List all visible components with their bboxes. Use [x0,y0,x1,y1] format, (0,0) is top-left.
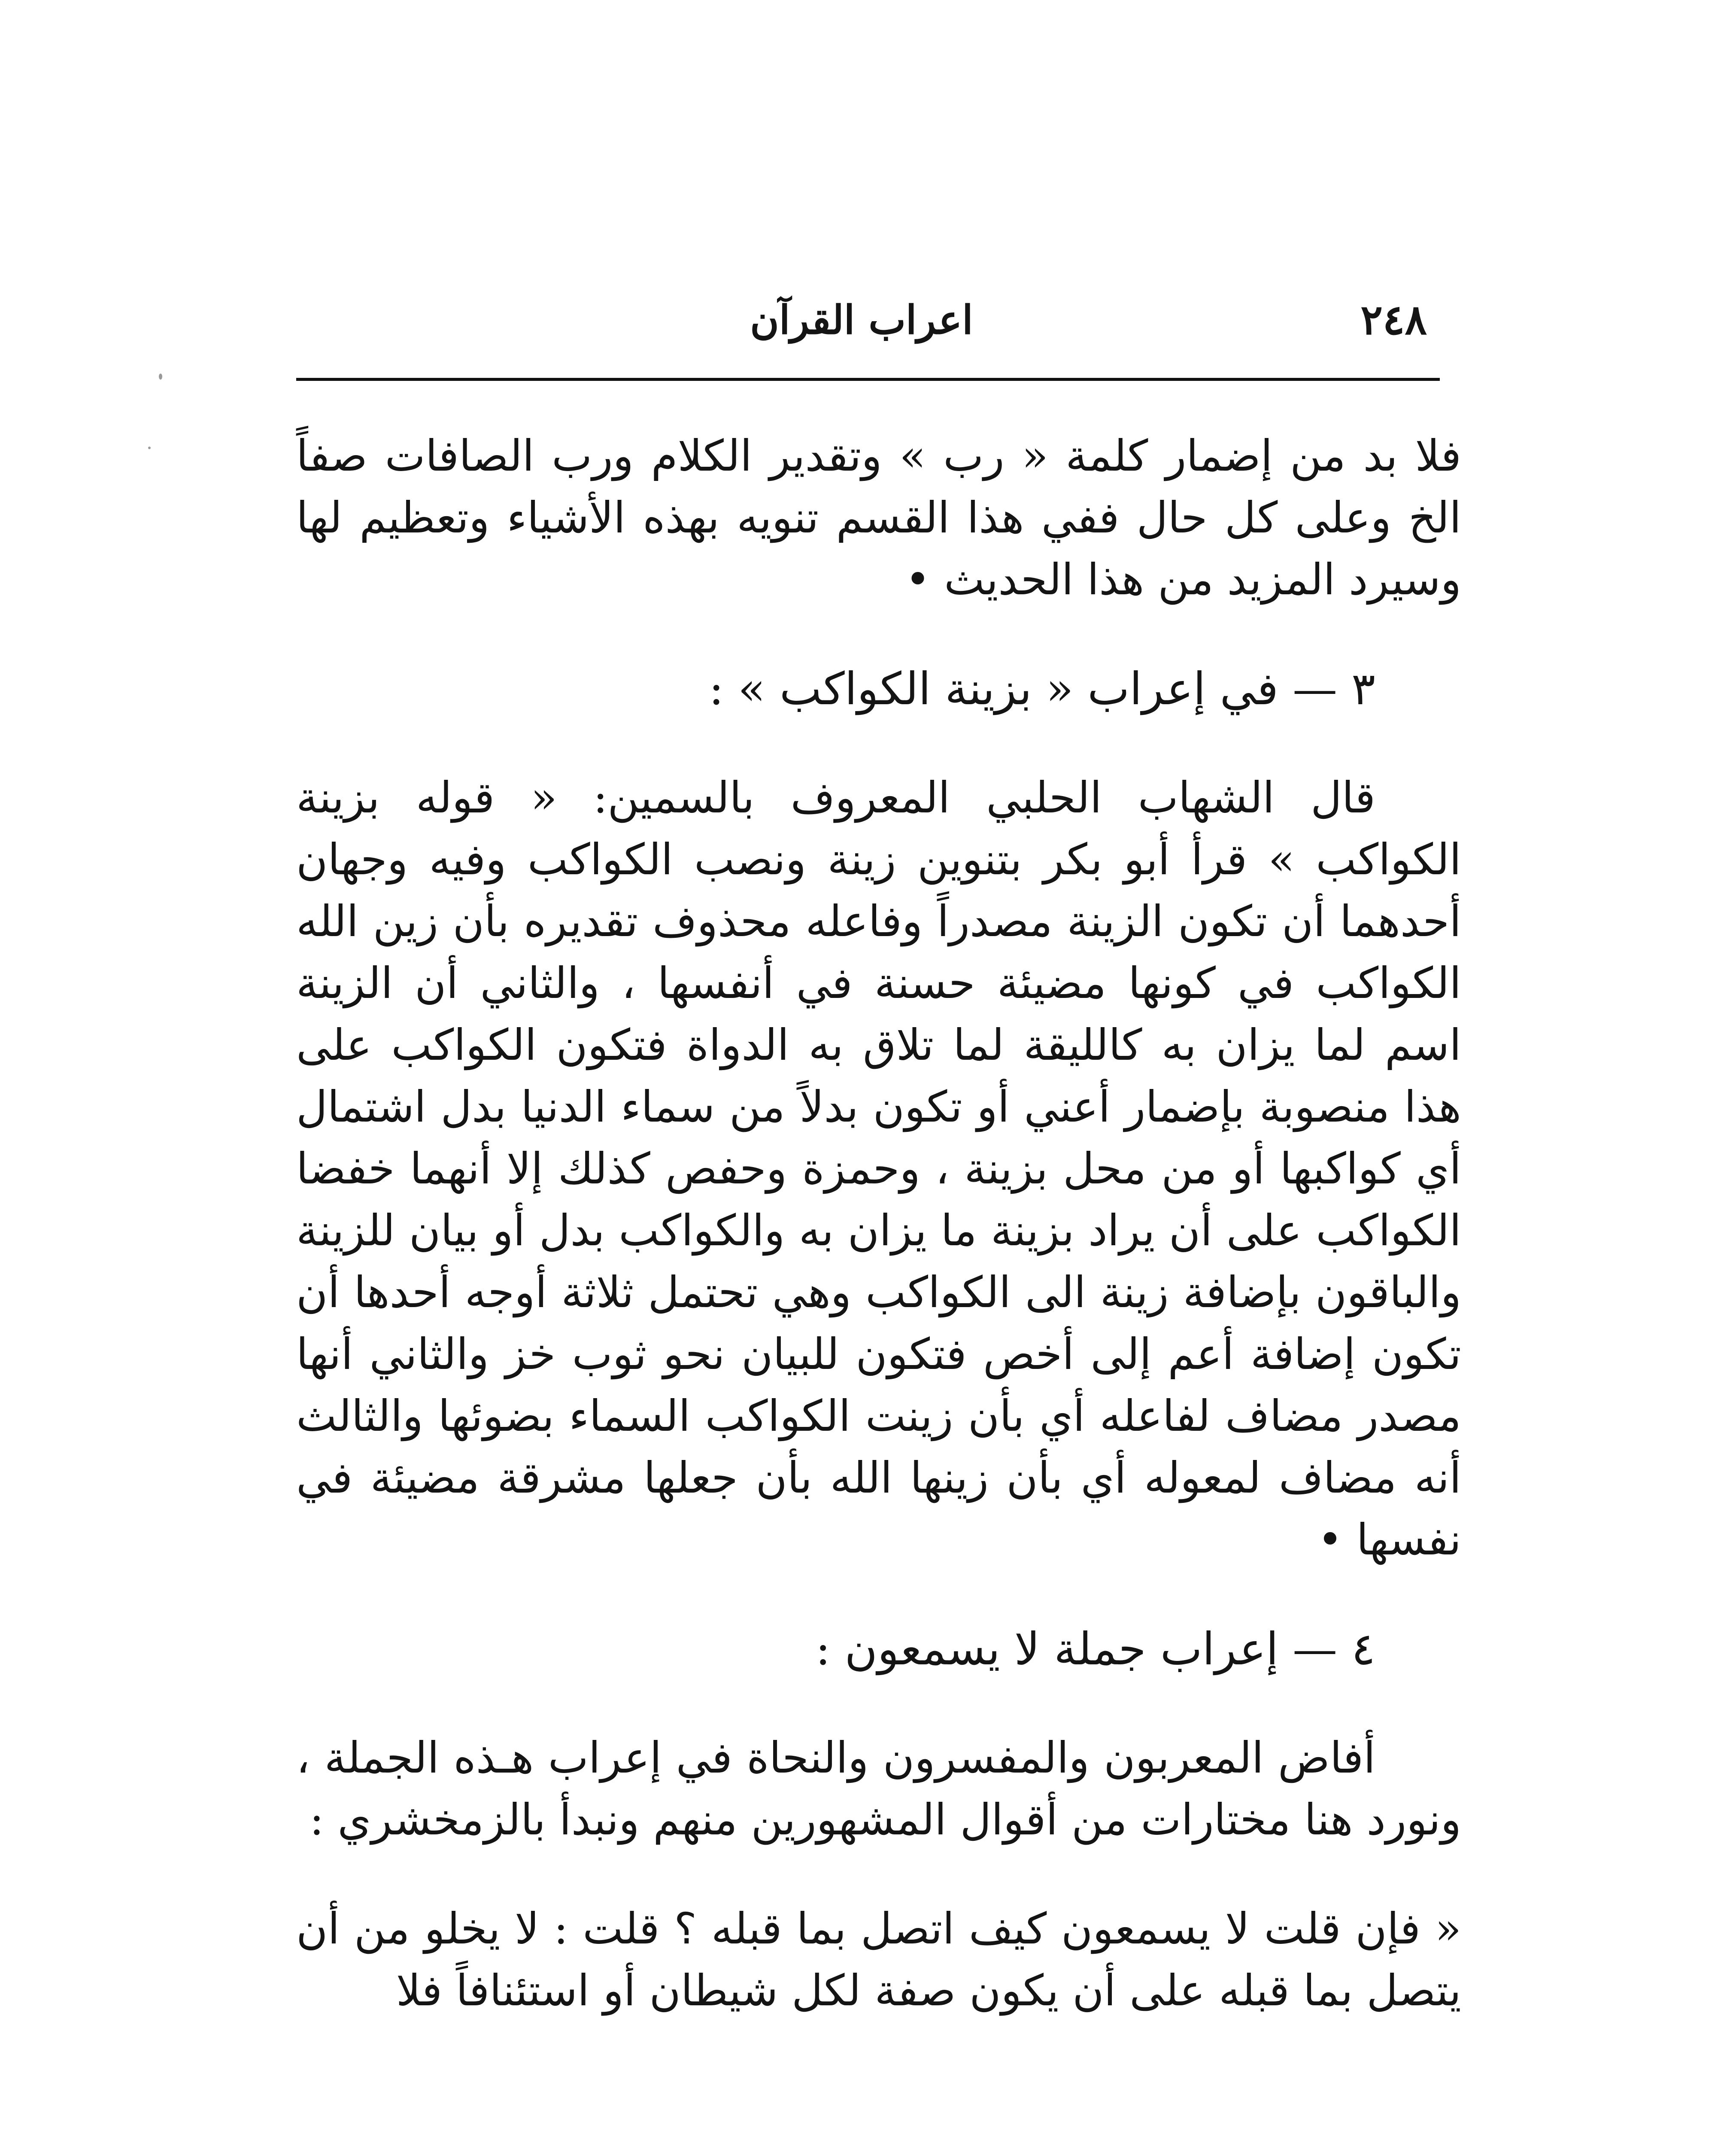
paragraph-3: أفاض المعربون والمفسرون والنحاة في إعراب هـذه الجملة ، ونورد هنا مختارات من أقوال المشهورين منهم ونبدأ بالزمخشري : [296,1733,1461,1845]
section-heading-4: ٤ — إعراب جملة لا يسمعون : [815,1623,1375,1675]
section-heading-3: ٣ — في إعراب « بزينة الكواكب » : [709,663,1375,715]
page-body [296,425,1461,2022]
paragraph-1: فلا بد من إضمار كلمة « رب » وتقدير الكلام ورب الصافات صفاً الخ وعلى كل حال ففي هذا القسم تنويه بهذه الأشياء وتعظيم لها وسيرد المزيد من هذا الحديث • [296,431,1461,605]
paragraph-2: قال الشهاب الحلبي المعروف بالسمين: « قوله بزينة الكواكب » قرأ أبو بكر بتنوين زينة ونصب الكواكب وفيه وجهان أحدهما أن تكون الزينة مصدراً وفاعله محذوف تقديره بأن زين الله الكواكب في كونها مضيئة حسنة في أنفسها ، والثاني أن الزينة اسم لما يزان به كالليقة لما تلاق به الدواة فتكون الكواكب على هذا منصوبة بإضمار أعني أو تكون بدلاً من سماء الدنيا بدل اشتمال أي كواكبها أو من محل بزينة ، وحمزة وحفص كذلك إلا أنهما خفضا الكواكب على أن يراد بزينة ما يزان به والكواكب بدل أو بيان للزينة والباقون بإضافة زينة الى الكواكب وهي تحتمل ثلاثة أوجه أحدها أن تكون إضافة أعم إلى أخص فتكون للبيان نحو ثوب خز والثاني أنها مصدر مضاف لفاعله أي بأن زينت الكواكب السماء بضوئها والثالث أنه مضاف لمعوله أي بأن زينها الله بأن جعلها مشرقة مضيئة في نفسها • [296,772,1462,1565]
page-header [296,296,1427,344]
header-rule [296,378,1440,381]
scan-speck [148,447,151,449]
page-number: ٢٤٨ [1360,295,1427,344]
paragraph-4: « فإن قلت لا يسمعون كيف اتصل بما قبله ؟ قلت : لا يخلو من أن يتصل بما قبله على أن يكون صفة لكل شيطان أو استئنافاً فلا [296,1904,1461,2016]
scan-speck [159,374,162,380]
running-title: اعراب القرآن [750,297,973,343]
